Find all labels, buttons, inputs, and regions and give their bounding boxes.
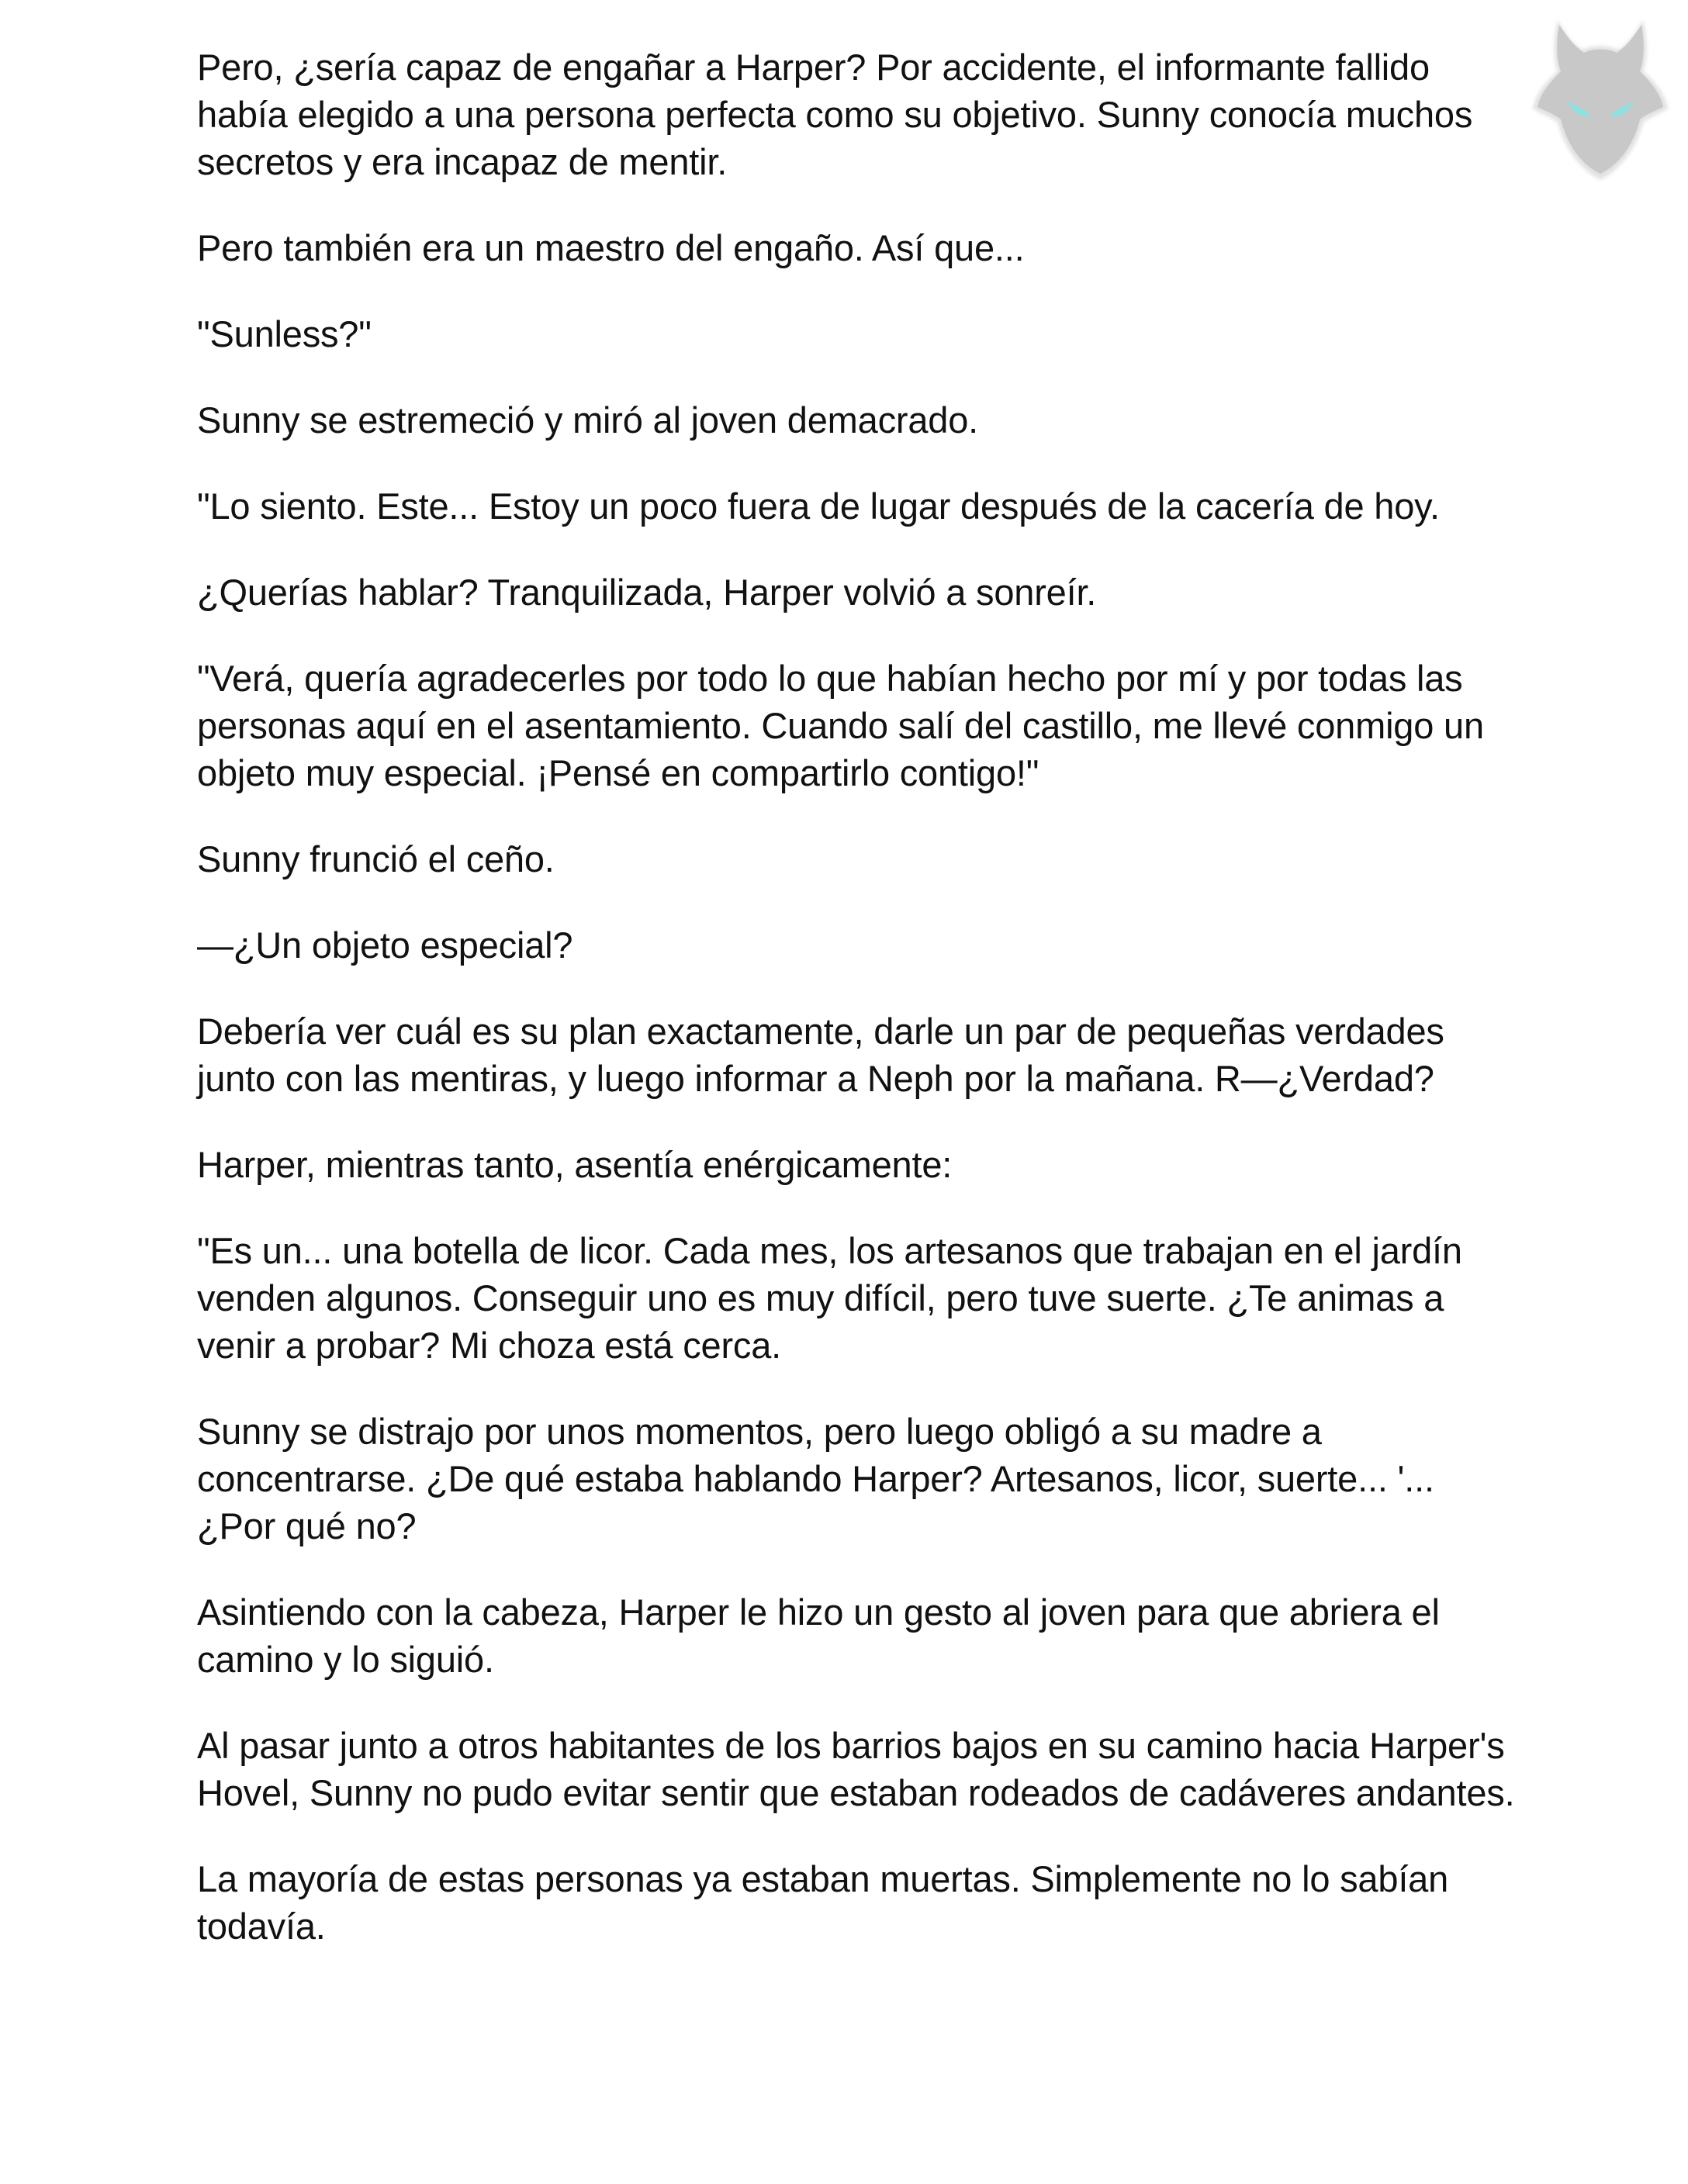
paragraph-5: "Lo siento. Este... Estoy un poco fuera de lugar después de la cacería de hoy. — [197, 486, 1440, 527]
document-body — [197, 43, 1516, 1989]
paragraph-13: Sunny se distrajo por unos momentos, pero luego obligó a su madre a concentrarse. ¿De qué estaba hablando Harper? Artesanos, licor, suerte... '... ¿Por qué no? — [197, 1411, 1434, 1546]
paragraph-14: Asintiendo con la cabeza, Harper le hizo un gesto al joven para que abriera el camino y lo siguió. — [197, 1591, 1440, 1680]
paragraph-10: Debería ver cuál es su plan exactamente, darle un par de pequeñas verdades junto con las mentiras, y luego informar a Neph por la mañana. R—¿Verdad? — [197, 1011, 1444, 1099]
paragraph-1: Pero, ¿sería capaz de engañar a Harper? Por accidente, el informante fallido había elegido a una persona perfecta como su objetivo. Sunny conocía muchos secretos y era incapaz de mentir. — [197, 47, 1473, 182]
logo-head-shape — [1533, 20, 1668, 180]
paragraph-3: "Sunless?" — [197, 313, 372, 354]
paragraph-16: La mayoría de estas personas ya estaban muertas. Simplemente no lo sabían todavía. — [197, 1858, 1449, 1947]
paragraph-7: "Verá, quería agradecerles por todo lo que habían hecho por mí y por todas las personas aquí en el asentamiento. Cuando salí del castillo, me llevé conmigo un objeto muy especial. ¡Pensé en compartirlo contigo!" — [197, 658, 1484, 793]
paragraph-12: "Es un... una botella de licor. Cada mes, los artesanos que trabajan en el jardín venden algunos. Conseguir uno es muy difícil, pero tuve suerte. ¿Te animas a venir a probar? Mi choza está cerca. — [197, 1230, 1462, 1366]
paragraph-11: Harper, mientras tanto, asentía enérgicamente: — [197, 1144, 953, 1185]
paragraph-9: —¿Un objeto especial? — [197, 924, 573, 966]
paragraph-15: Al pasar junto a otros habitantes de los barrios bajos en su camino hacia Harper's Hovel, Sunny no pudo evitar sentir que estaban rodeados de cadáveres andantes. — [197, 1725, 1515, 1813]
paragraph-6: ¿Querías hablar? Tranquilizada, Harper volvió a sonreír. — [197, 572, 1097, 613]
paragraph-2: Pero también era un maestro del engaño. Así que... — [197, 227, 1025, 268]
paragraph-8: Sunny frunció el ceño. — [197, 838, 555, 879]
paragraph-4: Sunny se estremeció y miró al joven demacrado. — [197, 399, 978, 441]
horned-demon-head-icon — [1527, 14, 1674, 188]
